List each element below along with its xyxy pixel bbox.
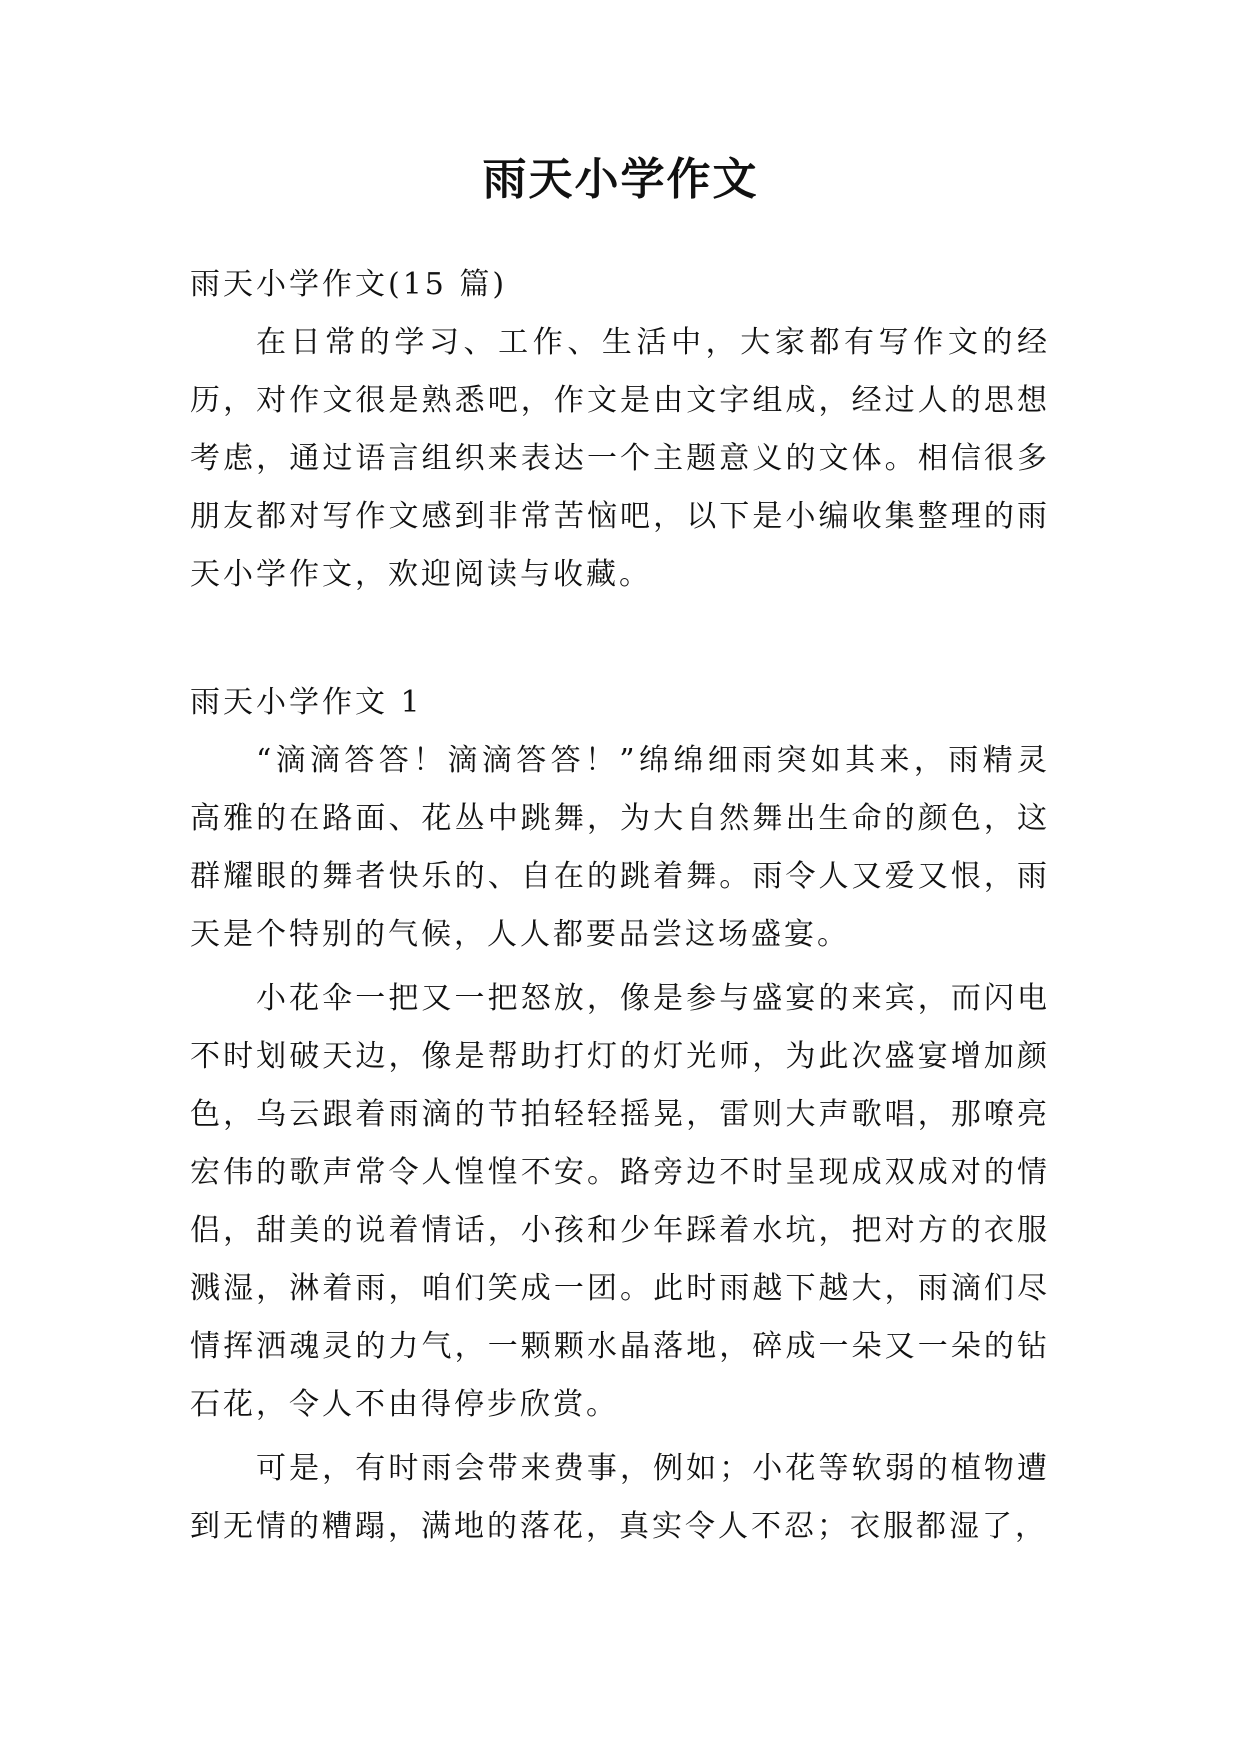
section-heading: 雨天小学作文 1 <box>190 685 423 720</box>
body-paragraph: 小花伞一把又一把怒放，像是参与盛宴的来宾，而闪电不时划破天边，像是帮助打灯的灯光师，为此次盛宴增加颜色，乌云跟着雨滴的节拍轻轻摇晃，雷则大声歌唱，那嘹亮宏伟的歌声常令人惶惶不安。路旁边不时呈现成双成对的情侣，甜美的说着情话，小孩和少年踩着水坑，把对方的衣服溅湿，淋着雨，咱们笑成一团。此时雨越下越大，雨滴们尽情挥洒魂灵的力气，一颗颗水晶落地，碎成一朵又一朵的钻石花，令人不由得停步欣赏。 <box>190 981 1050 1422</box>
document-subtitle: 雨天小学作文(15 篇) <box>190 267 508 302</box>
body-paragraph: “滴滴答答！滴滴答答！”绵绵细雨突如其来，雨精灵高雅的在路面、花丛中跳舞，为大自然舞出生命的颜色，这群耀眼的舞者快乐的、自在的跳着舞。雨令人又爱又恨，雨天是个特别的气候，人人都要品尝这场盛宴。 <box>190 743 1050 952</box>
intro-paragraph: 在日常的学习、工作、生活中，大家都有写作文的经历，对作文很是熟悉吧，作文是由文字组成，经过人的思想考虑，通过语言组织来表达一个主题意义的文体。相信很多朋友都对写作文感到非常苦恼吧，以下是小编收集整理的雨天小学作文，欢迎阅读与收藏。 <box>190 325 1050 592</box>
section-spacer <box>190 604 1050 674</box>
document-body <box>190 256 1050 1556</box>
document-title: 雨天小学作文 <box>482 154 759 205</box>
body-paragraph: 可是，有时雨会带来费事，例如；小花等软弱的植物遭到无情的糟蹋，满地的落花，真实令人不忍；衣服都湿了， <box>190 1451 1050 1544</box>
